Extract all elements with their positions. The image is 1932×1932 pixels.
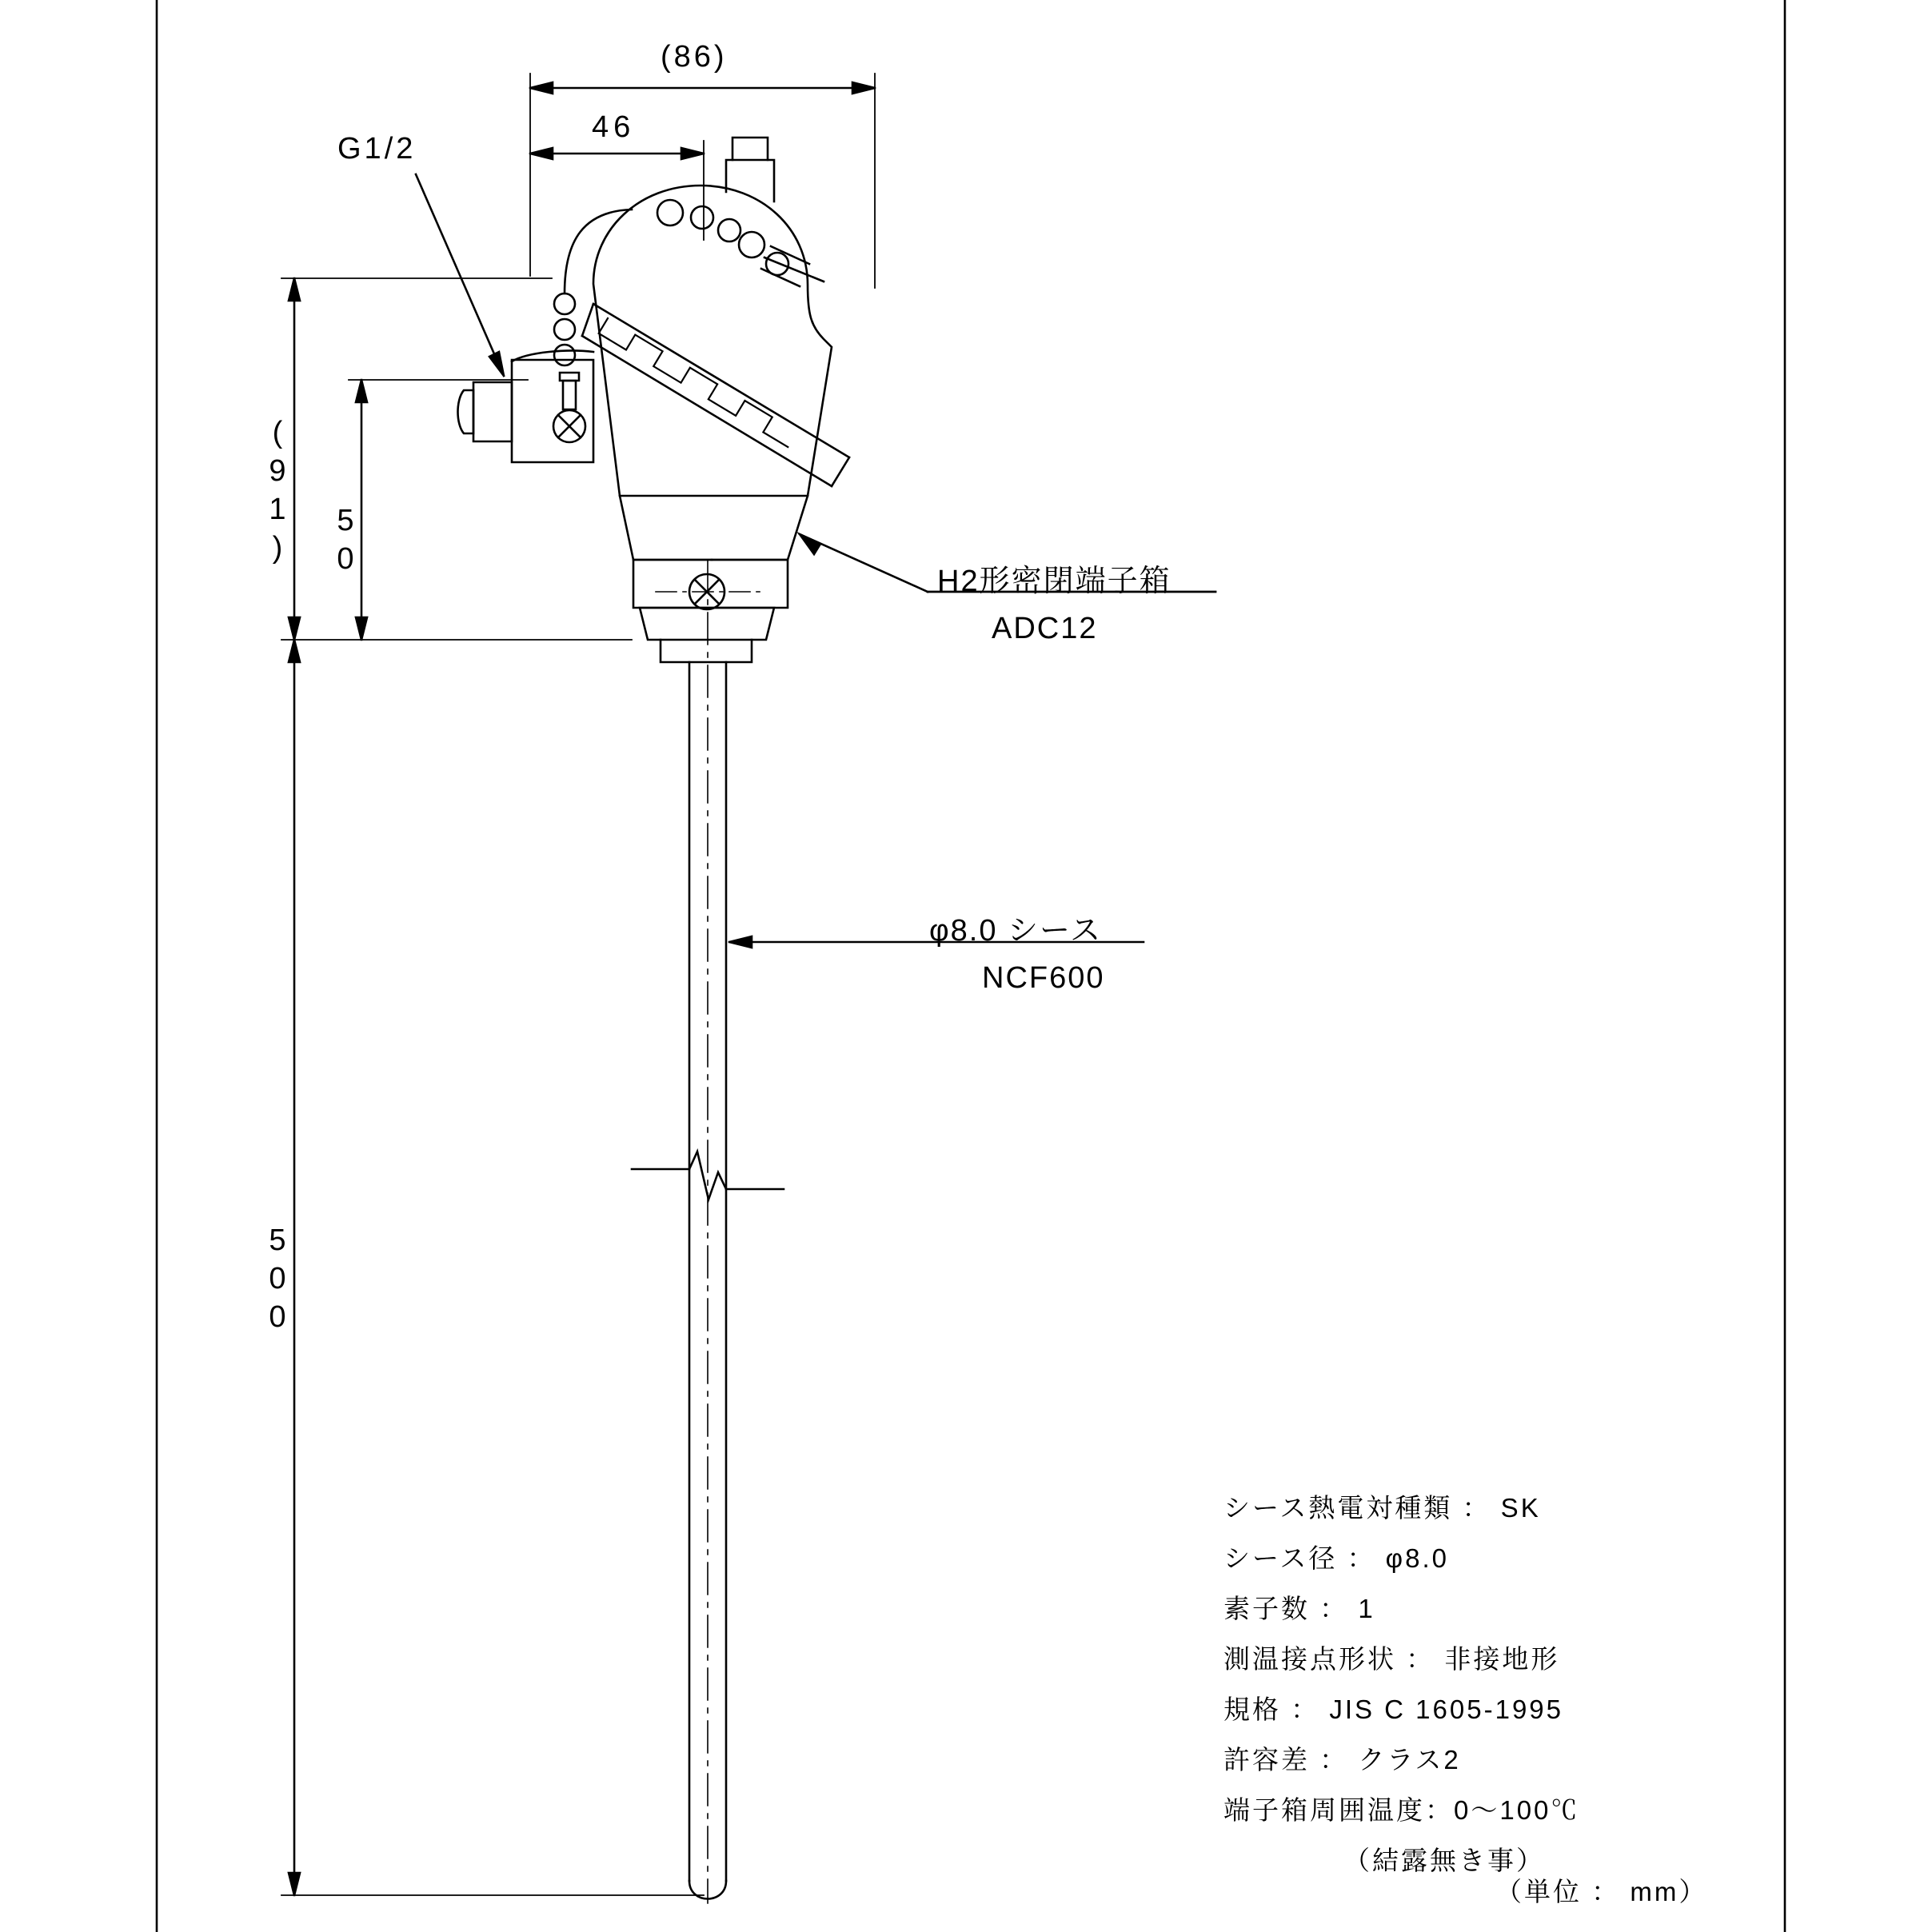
dimension-86 — [530, 74, 875, 288]
callout-terminal-box-line1: H2形密閉端子箱 — [937, 565, 1172, 598]
dimension-500 — [281, 640, 704, 1895]
dimension-label-46: 46 — [592, 110, 636, 144]
spec-item: （結露無き事） — [1343, 1846, 1545, 1875]
dimension-91 — [281, 278, 632, 640]
unit-note: （単位 ： mm） — [1495, 1877, 1708, 1906]
leader-g12 — [416, 174, 504, 376]
spec-item: シース熱電対種類 ： SK — [1223, 1493, 1541, 1523]
dimension-label-50: 50 — [329, 504, 362, 581]
sheath-tube — [689, 560, 726, 1903]
callout-sheath-line1: φ8.0 シース — [929, 914, 1103, 948]
callout-sheath-line2: NCF600 — [982, 961, 1105, 995]
dimension-label-86: (86) — [661, 40, 728, 74]
terminal-head — [458, 138, 850, 662]
dimension-50 — [349, 380, 528, 640]
spec-item: 端子箱周囲温度：0～100℃ — [1223, 1795, 1580, 1825]
spec-list — [1223, 1487, 1783, 1890]
spec-item: 素子数 ： 1 — [1223, 1594, 1375, 1623]
lead-wire-beads — [554, 200, 824, 365]
dimension-label-500: 500 — [261, 1223, 294, 1339]
dimension-46 — [530, 141, 704, 240]
spec-item: 測温接点形状 ： 非接地形 — [1223, 1644, 1560, 1674]
callout-thread-g12: G1/2 — [337, 132, 417, 166]
spec-item: シース径 ： φ8.0 — [1223, 1543, 1449, 1573]
spec-item: 規格 ： JIS C 1605-1995 — [1223, 1694, 1563, 1724]
left-screw-detail — [553, 373, 585, 442]
spec-item: 許容差 ： クラス2 — [1223, 1745, 1461, 1774]
dimension-label-91: (91) — [261, 416, 294, 569]
callout-terminal-box-line2: ADC12 — [992, 612, 1098, 645]
